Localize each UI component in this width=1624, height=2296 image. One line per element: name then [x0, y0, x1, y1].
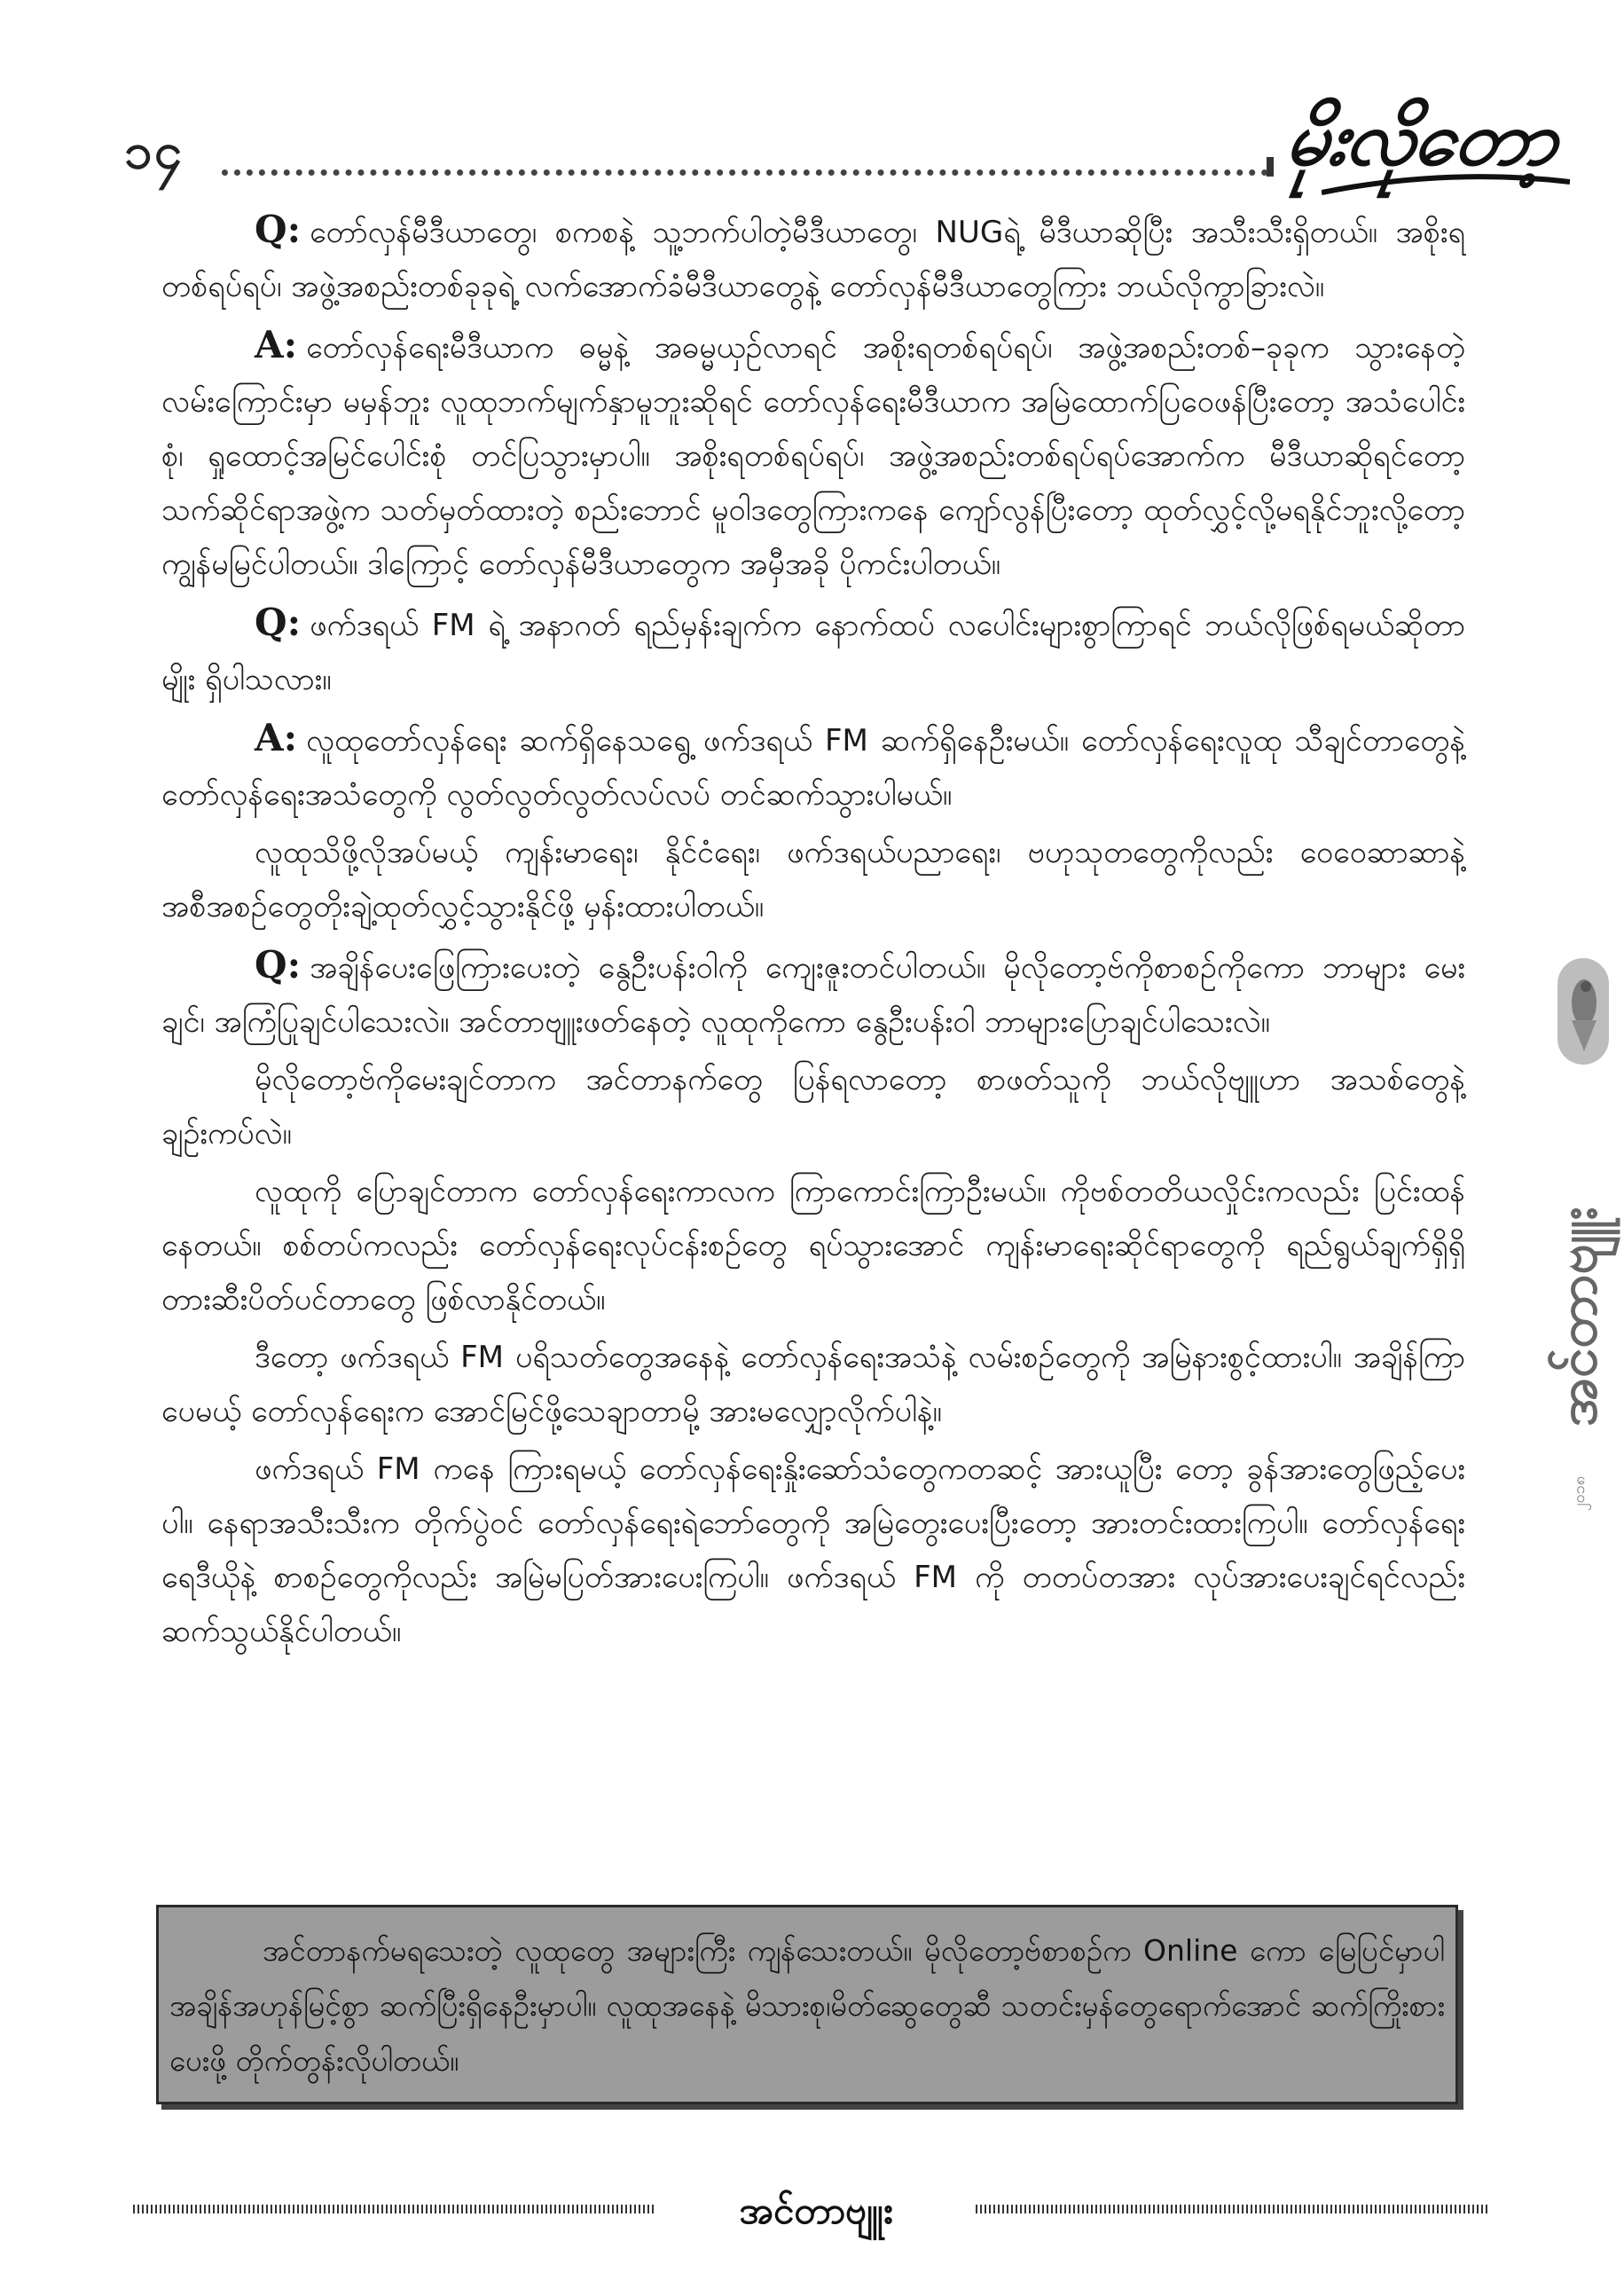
footer-rule-right — [976, 2205, 1490, 2213]
paragraph-text: ဖက်ဒရယ် FM ကနေ ကြားရမယ့် တော်လှန်ရေးနှိုးဆော်သံတွေကတဆင့် အားယူပြီး တော့ ခွန်အားတွေဖြည့်ပေးပါ။ နေရာအသီးသီးက တိုက်ပွဲဝင် တော်လှန်ရေးရဲဘော်တွေကို အမြဲတွေးပေးပြီးတော့ အားတင်းထားကြပါ။ တော်လှန်ရေးရေဒီယိုနဲ့ စာစဉ်တွေကိုလည်း အမြဲမပြတ်အားပေးကြပါ။ ဖက်ဒရယ် FM ကို တတပ်တအား လုပ်အားပေးချင်ရင်လည်း ဆက်သွယ်နိုင်ပါတယ်။ — [161, 1451, 1465, 1649]
header-rule-end-mark — [1267, 157, 1274, 177]
paragraph-text: လူထုကို ပြောချင်တာက တော်လှန်ရေးကာလက ကြာကောင်းကြာဦးမယ်။ ကိုဗစ်တတိယလှိုင်းကလည်း ပြင်းထန်နေတယ်။ စစ်တပ်ကလည်း တော်လှန်ရေးလုပ်ငန်းစဉ်တွေ ရပ်သွားအောင် ကျန်းမာရေးဆိုင်ရာတွေကို ရည်ရွယ်ချက်ရှိရှိ တားဆီးပိတ်ပင်တာတွေ ဖြစ်လာနိုင်တယ်။ — [161, 1174, 1465, 1317]
paragraph-text: တော်လှန်ရေးမီဒီယာက ဓမ္မနဲ့ အဓမ္မယှဉ်လာရင် အစိုးရတစ်ရပ်ရပ်၊ အဖွဲ့အစည်းတစ်–ခုခုက သွားနေတဲ့ လမ်းကြောင်းမှာ မမှန်ဘူး လူထုဘက်မျက်နှာမူဘူးဆိုရင် တော်လှန်ရေးမီဒီယာက အမြဲထောက်ပြဝေဖန်ပြီးတော့ အသံပေါင်းစုံ၊ ရှုထောင့်အမြင်ပေါင်းစုံ တင်ပြသွားမှာပါ။ အစိုးရတစ်ရပ်ရပ်၊ အဖွဲ့အစည်းတစ်ရပ်ရပ်အောက်က မီဒီယာဆိုရင်တော့ သက်ဆိုင်ရာအဖွဲ့က သတ်မှတ်ထားတဲ့ စည်းဘောင် မူဝါဒတွေကြားကနေ ကျော်လွန်ပြီးတော့ ထုတ်လွှင့်လို့မရနိုင်ဘူးလို့တော့ ကျွန်မမြင်ပါတယ်။ ဒါကြောင့် တော်လှန်မီဒီယာတွေက အမှီအခို ပိုကင်းပါတယ်။ — [161, 330, 1465, 582]
side-tab — [1547, 958, 1614, 1512]
footer-section-title: အင်တာဗျူး — [739, 2189, 893, 2232]
article-paragraph — [161, 1165, 1465, 1327]
page-header — [124, 75, 1564, 208]
page-number: ၁၄ — [124, 122, 184, 180]
paragraph-text: တော်လှန်မီဒီယာတွေ၊ စကစနဲ့ သူ့ဘက်ပါတဲ့မီဒီယာတွေ၊ NUGရဲ့ မီဒီယာဆိုပြီး အသီးသီးရှိတယ်။ အစိုးရတစ်ရပ်ရပ်၊ အဖွဲ့အစည်းတစ်ခုခုရဲ့ လက်အောက်ခံမီဒီယာတွေနဲ့ တော်လှန်မီဒီယာတွေကြား ဘယ်လိုကွာခြားလဲ။ — [161, 215, 1465, 304]
paragraph-text: ဒီတော့ ဖက်ဒရယ် FM ပရိသတ်တွေအနေနဲ့ တော်လှန်ရေးအသံနဲ့ လမ်းစဉ်တွေကို အမြဲနားစွင့်ထားပါ။ အချိန်ကြာပေမယ့် တော်လှန်ရေးက အောင်မြင်ဖို့သေချာတာမို့ အားမလျှော့လိုက်ပါနဲ့။ — [161, 1340, 1465, 1429]
paragraph-label: A: — [255, 323, 298, 366]
paragraph-label: A: — [255, 716, 298, 759]
article-body — [161, 202, 1465, 1663]
masthead-logo — [1281, 75, 1579, 208]
side-emblem — [1557, 958, 1609, 1065]
paragraph-text: လူထုသိဖို့လိုအပ်မယ့် ကျန်းမာရေး၊ နိုင်ငံရေး၊ ဖက်ဒရယ်ပညာရေး၊ ဗဟုသုတတွေကိုလည်း ဝေဝေဆာဆာနဲ့ အစီအစဉ်တွေတိုးချဲ့ထုတ်လွှင့်သွားနိုင်ဖို့ မှန်းထားပါတယ်။ — [161, 835, 1465, 924]
paragraph-text: မိုလိုတော့ဗ်ကိုမေးချင်တာက အင်တာနက်တွေ ပြန်ရလာတော့ စာဖတ်သူကို ဘယ်လိုဗျူဟာ အသစ်တွေနဲ့ ချဉ်းကပ်လဲ။ — [161, 1062, 1465, 1152]
footer-rule-left — [133, 2205, 656, 2213]
paragraph-text: လူထုတော်လှန်ရေး ဆက်ရှိနေသရွေ့ ဖက်ဒရယ် FM ဆက်ရှိနေဦးမယ်။ တော်လှန်ရေးလူထု သီချင်တာတွေနဲ့ တော်လှန်ရေးအသံတွေကို လွတ်လွတ်လွတ်လပ်လပ် တင်ဆက်သွားပါမယ်။ — [161, 723, 1465, 813]
article-paragraph — [161, 938, 1465, 1050]
article-paragraph — [161, 1331, 1465, 1439]
callout-box — [156, 1905, 1458, 2104]
side-section-title: အင်တာဗျူး — [1547, 1207, 1609, 1427]
article-paragraph — [161, 1443, 1465, 1659]
header-dotted-rule — [222, 138, 1268, 176]
article-paragraph — [161, 595, 1465, 707]
article-paragraph — [161, 711, 1465, 822]
paragraph-label: Q: — [255, 208, 302, 251]
masthead-swoosh-icon — [1322, 173, 1570, 200]
article-paragraph — [161, 826, 1465, 934]
paragraph-label: Q: — [255, 943, 302, 987]
callout-text: အင်တာနက်မရသေးတဲ့ လူထုတွေ အများကြီး ကျန်သေးတယ်။ မိုလိုတော့ဗ်စာစဉ်က Online ကော မြေပြင်မှာပါ အချိန်အဟုန်မြင့်စွာ ဆက်ပြီးရှိနေဦးမှာပါ။ လူထုအနေနဲ့ မိသားစု၊မိတ်ဆွေတွေဆီ သတင်းမှန်တွေရောက်အောင် ဆက်ကြိုးစားပေးဖို့ တိုက်တွန်းလိုပါတယ်။ — [169, 1933, 1445, 2078]
page-footer — [133, 2187, 1490, 2240]
paragraph-text: အချိန်ပေးဖြေကြားပေးတဲ့ နွေဦးပန်းဝါကို ကျေးဇူးတင်ပါတယ်။ မိုလိုတော့ဗ်ကိုစာစဉ်ကိုကော ဘာများ မေးချင်၊ အကြံပြုချင်ပါသေးလဲ။ အင်တာဗျူးဖတ်နေတဲ့ လူထုကိုကော နွေဦးပန်းဝါ ဘာများပြောချင်ပါသေးလဲ။ — [161, 950, 1465, 1040]
article-paragraph — [161, 318, 1465, 592]
paragraph-text: ဖက်ဒရယ် FM ရဲ့ အနာဂတ် ရည်မှန်းချက်က နောက်ထပ် လပေါင်းများစွာကြာရင် ဘယ်လိုဖြစ်ရမယ်ဆိုတာမျိုး ရှိပါသလား။ — [161, 608, 1465, 697]
article-paragraph — [161, 202, 1465, 314]
masthead-title: မိုးလိုတော့ — [1281, 94, 1564, 182]
article-paragraph — [161, 1053, 1465, 1161]
bird-icon — [1566, 967, 1602, 1056]
side-year: ၂၀၁၈ — [1570, 1475, 1589, 1512]
paragraph-label: Q: — [255, 601, 302, 644]
